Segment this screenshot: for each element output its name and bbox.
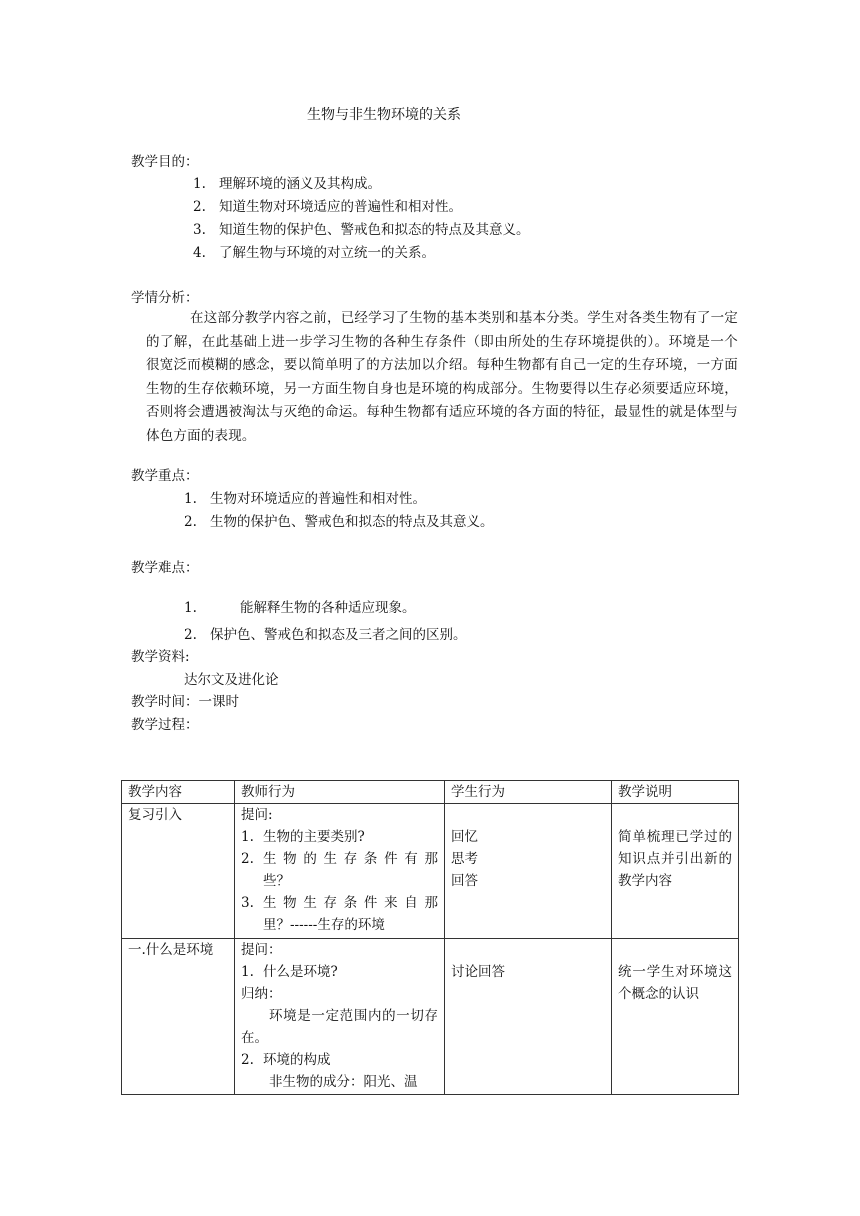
student-action: 讨论回答 <box>451 964 505 980</box>
header-cell: 学生行为 <box>445 781 612 804</box>
header-cell: 教师行为 <box>235 781 445 804</box>
list-item: 1. 什么是环境? <box>241 964 338 980</box>
key-point-item: 2. 生物的保护色、警戒色和拟态的特点及其意义。 <box>184 514 494 530</box>
student-action: 回忆 <box>451 829 478 845</box>
analysis-heading: 学情分析： <box>131 290 199 306</box>
lesson-table <box>121 780 739 1095</box>
list-item: 2. 生 物 的 生 存 条 件 有 那 些？ <box>241 851 438 889</box>
table-row <box>122 939 739 1095</box>
teacher-question-list <box>241 1049 438 1071</box>
note-cell <box>612 939 739 1095</box>
process-heading: 教学过程： <box>131 717 199 733</box>
teacher-summary: 归纳： <box>241 986 282 1002</box>
teacher-question-list <box>241 961 438 983</box>
difficulty-item: 2. 保护色、警戒色和拟态及三者之间的区别。 <box>184 627 467 643</box>
teacher-intro: 提问： <box>241 942 282 958</box>
note-cell <box>612 804 739 939</box>
objectives-heading: 教学目的： <box>131 154 199 170</box>
difficulties-heading: 教学难点： <box>131 560 199 576</box>
student-action: 思考 <box>451 851 478 867</box>
key-point-item: 1. 生物对环境适应的普遍性和相对性。 <box>184 491 426 507</box>
materials-text: 达尔文及进化论 <box>184 672 279 688</box>
header-cell: 教学内容 <box>122 781 235 804</box>
environment-definition: 环境是一定范围内的一切存在。 <box>241 1008 438 1046</box>
student-cell <box>445 804 612 939</box>
content-cell: 一.什么是环境 <box>122 939 235 1095</box>
nonliving-components: 非生物的成分：阳光、温 <box>269 1074 418 1090</box>
header-cell: 教学说明 <box>612 781 739 804</box>
objective-item: 1. 理解环境的涵义及其构成。 <box>193 176 381 192</box>
note-text: 简单梳理已学过的知识点并引出新的教学内容 <box>618 829 732 889</box>
list-item: 1. 生物的主要类别? <box>241 829 365 845</box>
document-title: 生物与非生物环境的关系 <box>307 107 461 123</box>
content-cell: 复习引入 <box>122 804 235 939</box>
teacher-question-list <box>241 826 438 936</box>
list-item: 2. 环境的构成 <box>241 1052 331 1068</box>
objective-item: 2. 知道生物对环境适应的普遍性和相对性。 <box>193 199 462 215</box>
teacher-cell <box>235 939 445 1095</box>
note-text: 统一学生对环境这个概念的认识 <box>618 964 732 1002</box>
table-row <box>122 804 739 939</box>
list-item: 3. 生 物 生 存 条 件 来 自 那 里？------生存的环境 <box>241 895 438 933</box>
materials-heading: 教学资料: <box>131 649 190 665</box>
objective-item: 4. 了解生物与环境的对立统一的关系。 <box>193 245 435 261</box>
student-action: 回答 <box>451 873 478 889</box>
table-header-row <box>122 781 739 804</box>
key-points-heading: 教学重点： <box>131 468 199 484</box>
time-text: 教学时间：一课时 <box>131 694 239 710</box>
objective-item: 3. 知道生物的保护色、警戒色和拟态的特点及其意义。 <box>193 222 530 238</box>
difficulty-item: 1. 能解释生物的各种适应现象。 <box>184 600 416 616</box>
teacher-intro: 提问: <box>241 807 273 823</box>
teacher-cell <box>235 804 445 939</box>
student-cell <box>445 939 612 1095</box>
analysis-paragraph: 在这部分教学内容之前，已经学习了生物的基本类别和基本分类。学生对各类生物有了一定的了解，在此基础上进一步学习生物的各种生存条件（即由所处的生存环境提供的）。环境是一个很宽泛而模糊的感念，要以简单明了的方法加以介绍。每种生物都有自己一定的生存环境，一方面生物的生存依赖环境，另一方面生物自身也是环境的构成部分。生物要得以生存必须要适应环境，否则将会遭遇被淘汰与灭绝的命运。每种生物都有适应环境的各方面的特征，最显性的就是体型与体色方面的表现。 <box>146 310 738 444</box>
